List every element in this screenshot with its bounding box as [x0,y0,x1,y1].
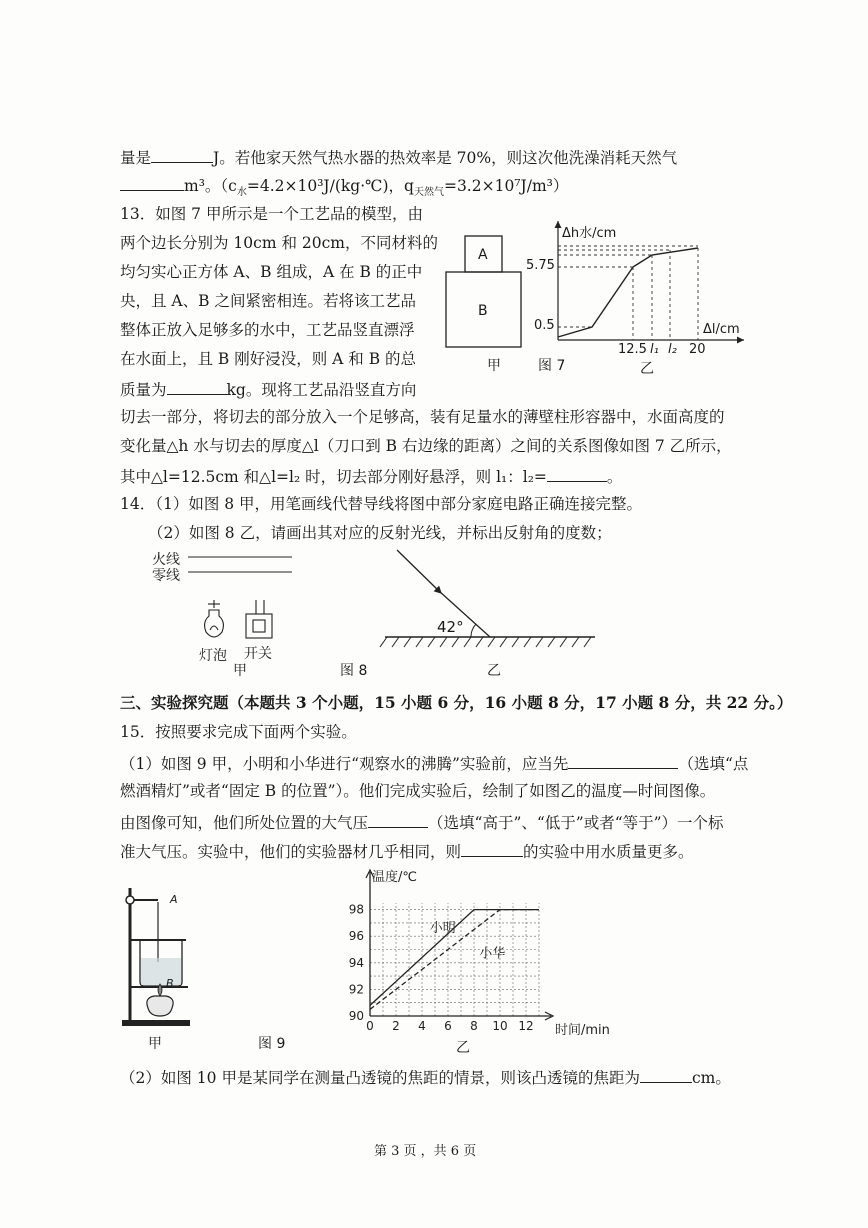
switch-label: 开关 [244,646,272,662]
q15-line-3: 燃酒精灯”或者“固定 B 的位置”）。他们完成实验后，绘制了如图乙的温度—时间图像。 [120,782,716,800]
q15-line-2: （1）如图 9 甲，小明和小华进行“观察水的沸腾”实验前，应当先 （选填“点 [120,752,748,774]
mirror-hatching [380,637,591,647]
q12-blank-energy[interactable] [151,146,213,163]
q14-line-2: （2）如图 8 乙，请画出其对应的反射光线，并标出反射角的度数； [148,524,612,542]
q15-blank-pressure[interactable] [368,811,428,828]
q12-line-1: 量是 J。若他家天然气热水器的热效率是 70%，则这次他洗澡消耗天然气 [120,146,677,168]
live-wire-label: 火线 [152,552,180,568]
bulb-icon [205,600,224,637]
q15-blank-focal-length[interactable] [640,1066,692,1083]
water [141,958,181,985]
q13-blank-ratio[interactable] [547,465,607,482]
fig9-yi: 乙 [456,1040,470,1056]
q13-line-1: 13．如图 7 甲所示是一个工艺品的模型，由 [120,205,423,223]
fig7-curve [558,248,698,337]
fig7-x-tick-1: 12.5 [618,342,647,357]
q15-line-6: （2）如图 10 甲是某同学在测量凸透镜的焦距的情景，则该凸透镜的焦距为 cm。 [120,1066,731,1088]
fig7-yi: 乙 [640,361,654,377]
fig8-reflection [375,548,605,658]
neutral-wire-label: 零线 [152,568,180,584]
switch-icon [246,600,272,638]
fig9-label-b: B [166,977,174,990]
series-label-xiaoming: 小明 [429,921,456,937]
fig7-x-tick-3: l₂ [668,342,677,357]
q13-line-9: 变化量△h 水与切去的厚度△l（刀口到 B 右边缘的距离）之间的关系图像如图 7 乙所示， [120,437,732,455]
q13-blank-mass[interactable] [167,378,227,395]
fig9-chart [330,866,650,1044]
q13-line-8: 切去一部分，将切去的部分放入一个足够高，装有足量水的薄壁柱形容器中，水面高度的 [120,408,725,426]
bulb-label: 灯泡 [199,648,227,664]
q15-blank-more-water[interactable] [461,840,523,857]
x-tick-label: 6 [444,1019,452,1033]
q15-line-1: 15．按照要求完成下面两个实验。 [120,723,357,741]
fig8-caption: 图 8 [340,663,368,679]
page-footer: 第 3 页 ，共 6 页 [374,1144,477,1159]
fig7-x-tick-2: l₁ [650,342,659,357]
q13-line-6: 在水面上，且 B 刚好浸没，则 A 和 B 的总 [120,350,417,368]
y-axis-label: 温度/℃ [372,870,417,885]
q13-line-2: 两个边长分别为 10cm 和 20cm，不同材料的 [120,234,438,252]
fig9-label-a: A [170,893,178,906]
cube-a-label: A [478,247,488,263]
q15-blank-first-step[interactable] [568,752,678,769]
series-label-xiaohua: 小华 [479,946,506,962]
x-axis-label: 时间/min [555,1023,610,1038]
angle-label: 42° [437,618,464,636]
q13-line-10: 其中△l=12.5cm 和△l=l₂ 时，切去部分刚好悬浮，则 l₁：l₂= 。 [120,465,622,487]
y-tick-label: 90 [348,1009,364,1023]
q14-line-1: 14．（1）如图 8 甲，用笔画线代替导线将图中部分家庭电路正确连接完整。 [120,495,643,513]
x-tick-label: 4 [418,1019,426,1033]
q15-line-5: 准大气压。实验中，他们的实验器材几乎相同，则 的实验中用水质量更多。 [120,840,694,862]
fig7-y-axis-label: Δh水/cm [562,226,617,241]
alcohol-lamp [147,996,173,1016]
stand-base [122,1020,190,1026]
q13-line-7: 质量为 kg。现将工艺品沿竖直方向 [120,378,416,400]
x-tick-label: 2 [392,1019,400,1033]
fig7-y-tick-high: 5.75 [526,258,555,273]
x-tick-label: 8 [470,1019,478,1033]
x-tick-label: 10 [492,1019,508,1033]
fig7-jia: 甲 [487,358,501,374]
q13-line-4: 央，且 A、B 之间紧密相连。若将该工艺品 [120,292,416,310]
cube-b-label: B [478,303,488,319]
fig7-x-axis-label: Δl/cm [703,322,740,337]
incident-ray [397,550,441,593]
fig9-caption: 图 9 [258,1036,286,1052]
y-tick-label: 98 [348,902,364,917]
q12-blank-volume[interactable] [120,174,184,191]
y-tick-label: 92 [348,982,364,997]
fig8-circuit [150,548,310,658]
q15-line-4: 由图像可知，他们所处位置的大气压 （选填“高于”、“低于”或者“等于”）一个标 [120,811,724,833]
y-tick-label: 96 [348,929,364,944]
fig9-apparatus [118,880,198,1030]
angle-arc [471,624,476,637]
q13-line-3: 均匀实心正方体 A、B 组成，A 在 B 的正中 [120,263,423,281]
section-3-heading: 三、实验探究题（本题共 3 个小题，15 小题 6 分，16 小题 8 分，17 小题 8 分，共 22 分。） [120,693,793,712]
fig8-yi: 乙 [487,663,501,679]
fig7-y-tick-low: 0.5 [534,318,555,333]
fig7-caption: 图 7 [538,358,566,374]
fig9-jia: 甲 [148,1036,162,1052]
q13-line-5: 整体正放入足够多的水中，工艺品竖直漂浮 [120,321,415,339]
y-tick-label: 94 [348,955,364,970]
x-tick-label: 0 [366,1019,374,1033]
fig7-x-tick-4: 20 [689,342,706,357]
x-tick-label: 12 [518,1019,534,1033]
q12-line-2: m³。（$c_水=4.2\times 10^3J/(kg\cdot℃)$，$q_{天然气}=3.2\times 10^7J/m^3$） [120,174,568,203]
fig8-jia: 甲 [233,663,247,679]
